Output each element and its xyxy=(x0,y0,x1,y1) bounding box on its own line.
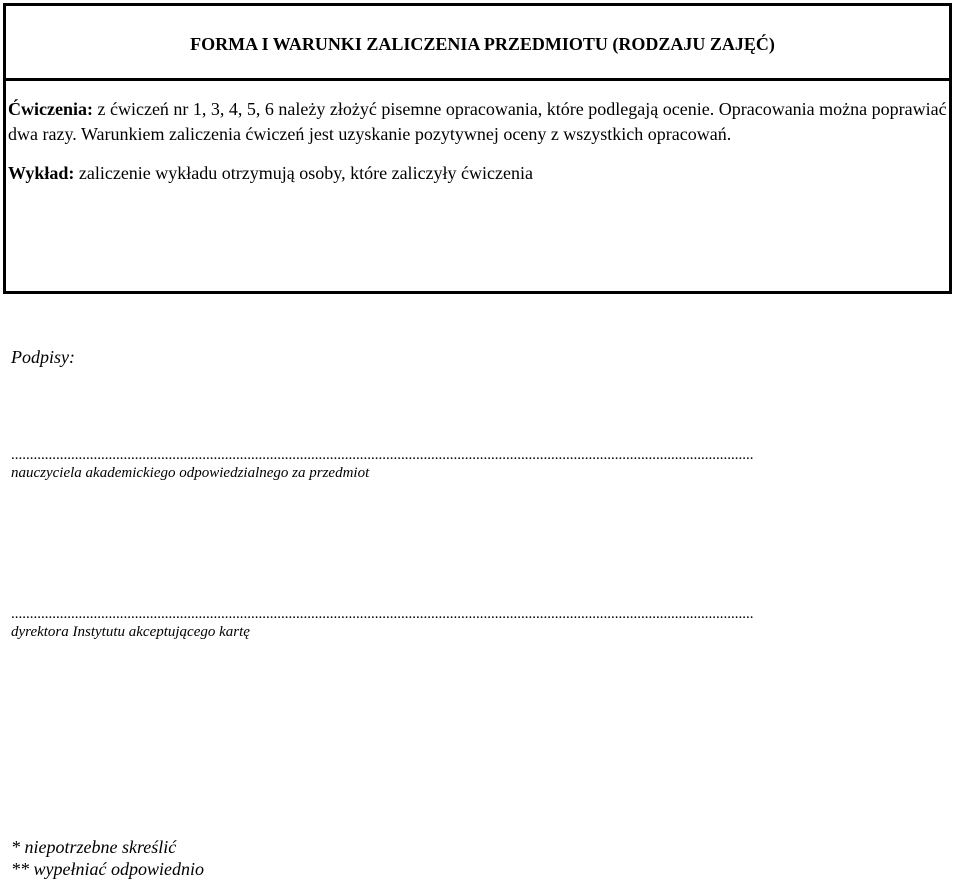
box-body xyxy=(8,97,951,186)
lecture-text: zaliczenie wykładu otrzymują osoby, które zaliczyły ćwiczenia xyxy=(74,163,533,183)
director-signature xyxy=(11,607,949,642)
exercises-label: Ćwiczenia: xyxy=(8,99,93,119)
exercises-paragraph xyxy=(8,97,951,147)
signatures-section xyxy=(11,345,949,640)
box-title: FORMA I WARUNKI ZALICZENIA PRZEDMIOTU (RODZAJU ZAJĘĆ) xyxy=(190,34,775,54)
exercises-text: z ćwiczeń nr 1, 3, 4, 5, 6 należy złożyć pisemne opracowania, które podlegają ocenie. Opracowania można poprawiać dwa razy. Warunkiem zaliczenia ćwiczeń jest uzyskanie pozytywnej oceny z wszystkich opracowań. xyxy=(8,99,947,144)
footnotes xyxy=(11,836,204,880)
box-header xyxy=(6,6,949,81)
teacher-signature-label: nauczyciela akademickiego odpowiedzialnego za przedmiot xyxy=(11,465,370,481)
teacher-signature xyxy=(11,448,949,483)
director-signature-label: dyrektora Instytutu akceptującego kartę xyxy=(11,624,250,640)
lecture-label: Wykład: xyxy=(8,163,75,183)
director-signature-line: ...................................................................................................................................................................................................... xyxy=(11,607,754,622)
footnote-2: ** wypełniać odpowiednio xyxy=(11,859,204,879)
signatures-heading: Podpisy: xyxy=(11,347,75,367)
footnote-1: * niepotrzebne skreślić xyxy=(11,837,177,857)
lecture-paragraph xyxy=(8,161,951,186)
teacher-signature-line: ...................................................................................................................................................................................................... xyxy=(11,448,754,463)
